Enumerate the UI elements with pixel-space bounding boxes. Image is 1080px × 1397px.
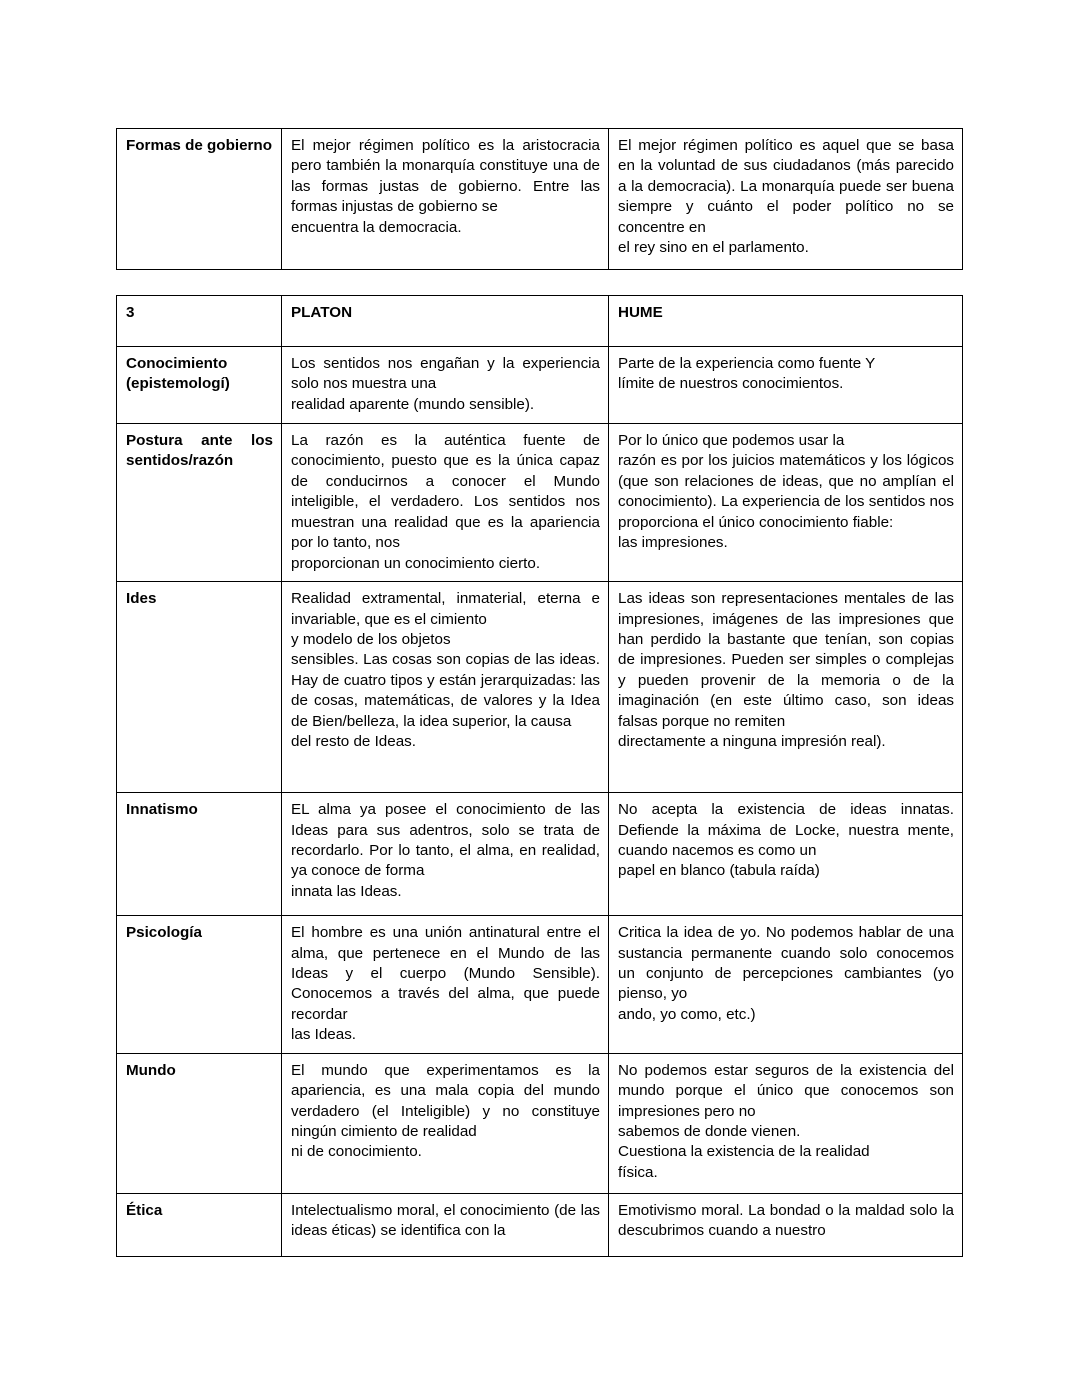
header-cell-platon: PLATON xyxy=(282,296,609,347)
row-label-mundo: Mundo xyxy=(117,1053,282,1193)
cell-text: Intelectualismo moral, el conocimiento (de las ideas éticas) se identifica con la xyxy=(291,1201,600,1240)
cell-platon-conocimiento xyxy=(282,347,609,424)
cell-text-tail: las impresiones. xyxy=(618,534,728,552)
header-cell-number: 3 xyxy=(117,296,282,347)
cell-text-tail: proporcionan un conocimiento cierto. xyxy=(291,554,541,572)
cell-text-tail: encuentra la democracia. xyxy=(291,218,462,236)
table-row xyxy=(117,582,963,793)
cell-hume-psicologia xyxy=(609,916,963,1054)
table-header-row xyxy=(117,296,963,347)
table-row xyxy=(117,1193,963,1256)
cell-text: No acepta la existencia de ideas innatas. Defiende la máxima de Locke, nuestra mente, cuando nacemos es como un xyxy=(618,801,954,859)
cell-text-tail: física. xyxy=(618,1163,658,1181)
cell-text: Emotivismo moral. La bondad o la maldad solo la descubrimos cuando a nuestro xyxy=(618,1201,954,1240)
cell-text-mid: sabemos de donde vienen. xyxy=(618,1123,801,1140)
row-label-innatismo: Innatismo xyxy=(117,793,282,916)
cell-text: El mundo que experimentamos es la apariencia, es una mala copia del mundo verdadero (el Inteligible) y no constituye ningún cimiento de realidad xyxy=(291,1061,600,1140)
cell-text-tail: papel en blanco (tabula raída) xyxy=(618,862,820,880)
cell-text: Los sentidos nos engañan y la experiencia solo nos muestra una xyxy=(291,355,600,393)
cell-text: El mejor régimen político es la aristocracia pero también la monarquía constituye una de las formas justas de gobierno. Entre las formas injustas de gobierno se xyxy=(291,137,600,216)
cell-hume-postura xyxy=(609,424,963,582)
cell-text-a: Realidad extramental, inmaterial, eterna e invariable, que es el cimiento xyxy=(291,590,600,628)
cell-hume-mundo xyxy=(609,1053,963,1193)
cell-text: Critica la idea de yo. No podemos hablar de una sustancia permanente cuando solo conocemos un conjunto de percepciones cambiantes (yo pienso, yo xyxy=(618,924,954,1003)
table-row xyxy=(117,1053,963,1193)
row-label-conocimiento: Conocimiento (epistemologí) xyxy=(117,347,282,424)
cell-text-tail: del resto de Ideas. xyxy=(291,733,416,751)
cell-text-tail: el rey sino en el parlamento. xyxy=(618,239,809,257)
row-label-etica: Ética xyxy=(117,1193,282,1256)
cell-platon-postura xyxy=(282,424,609,582)
cell-text: La razón es la auténtica fuente de conocimiento, puesto que es la única capaz de conducirnos a conocer el Mundo inteligible, el verdadero. Los sentidos nos muestran una realidad que es la apariencia por lo tanto, nos xyxy=(291,432,600,552)
row-label-postura-sentidos-razon: Postura ante los sentidos/razón xyxy=(117,424,282,582)
cell-text-tail: ando, yo como, etc.) xyxy=(618,1005,756,1023)
platon-hume-comparison-table xyxy=(116,295,963,1257)
table-row xyxy=(117,424,963,582)
cell-platon-ides xyxy=(282,582,609,793)
cell-platon-mundo xyxy=(282,1053,609,1193)
header-cell-hume: HUME xyxy=(609,296,963,347)
cell-hume-ides xyxy=(609,582,963,793)
cell-text: No podemos estar seguros de la existencia del mundo porque el único que conocemos son impresiones pero no xyxy=(618,1061,954,1120)
cell-aristoteles-formas-de-gobierno xyxy=(282,129,609,270)
table-row xyxy=(117,347,963,424)
cell-text: EL alma ya posee el conocimiento de las Ideas para sus adentros, solo se trata de recordarlo. Por lo tanto, el alma, en realidad, ya conoce de forma xyxy=(291,801,600,880)
cell-text-b: y modelo de los objetos xyxy=(291,630,451,648)
cell-hume-etica xyxy=(609,1193,963,1256)
cell-text-c: sensibles. Las cosas son copias de las ideas. Hay de cuatro tipos y están jerarquizadas: las de cosas, matemáticas, de valores y la Idea de Bien/belleza, la idea superior, la causa xyxy=(291,651,600,730)
cell-text-tail: ni de conocimiento. xyxy=(291,1143,422,1161)
cell-hume-formas-de-gobierno xyxy=(609,129,963,270)
table-row xyxy=(117,916,963,1054)
cell-text: razón es por los juicios matemáticos y los lógicos (que son relaciones de ideas, que no amplían el conocimiento). La experiencia de los sentidos nos proporciona el único conocimiento fiable: xyxy=(618,452,955,531)
table-row xyxy=(117,793,963,916)
table-row xyxy=(117,129,963,270)
cell-text-first: Por lo único que podemos usar la xyxy=(618,432,845,449)
cell-text-tail: límite de nuestros conocimientos. xyxy=(618,375,844,393)
row-label-psicologia: Psicología xyxy=(117,916,282,1054)
cell-text: El hombre es una unión antinatural entre el alma, que pertenece en el Mundo de las Ideas y el cuerpo (Mundo Sensible). Conocemos a través del alma, que puede recordar xyxy=(291,924,600,1023)
formas-de-gobierno-table xyxy=(116,128,963,270)
cell-text-tail: las Ideas. xyxy=(291,1026,357,1044)
cell-hume-conocimiento xyxy=(609,347,963,424)
cell-platon-etica xyxy=(282,1193,609,1256)
cell-text: El mejor régimen político es aquel que se basa en la voluntad de sus ciudadanos (más parecido a la democracia). La monarquía puede ser buena siempre y cuánto el poder político no se concentre en xyxy=(618,137,954,236)
cell-platon-innatismo xyxy=(282,793,609,916)
cell-text-tail: directamente a ninguna impresión real). xyxy=(618,733,886,751)
cell-text: Parte de la experiencia como fuente Y xyxy=(618,355,876,372)
cell-text-b: Cuestiona la existencia de la realidad xyxy=(618,1143,870,1161)
cell-platon-psicologia xyxy=(282,916,609,1054)
row-label-formas-de-gobierno: Formas de gobierno xyxy=(117,129,282,270)
cell-text-tail: innata las Ideas. xyxy=(291,882,402,900)
cell-text-tail: realidad aparente (mundo sensible). xyxy=(291,395,535,413)
row-label-ides: Ides xyxy=(117,582,282,793)
cell-hume-innatismo xyxy=(609,793,963,916)
cell-text: Las ideas son representaciones mentales de las impresiones, imágenes de las impresiones que han perdido la bastante que tenían, son copias de impresiones. Pueden ser simples o complejas y pueden provenir de la memoria o de la imaginación (en este último caso, son ideas falsas porque no remiten xyxy=(618,590,954,730)
